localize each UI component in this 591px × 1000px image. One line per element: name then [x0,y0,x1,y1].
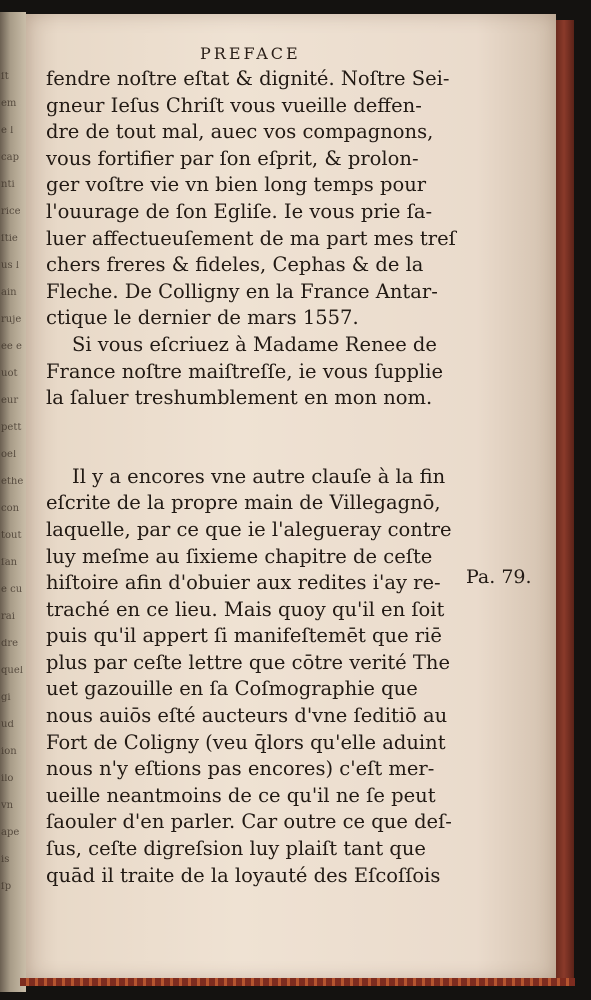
text-line: chers freres & fideles, Cephas & de la [46,253,424,277]
facing-page-edge [0,12,26,992]
text-line: Il y a encores vne autre clauſe à la fin [72,464,446,488]
text-line: ueille neantmoins de ce qu'il ne ſe peut [46,783,436,807]
facing-page-fragment: uot [1,369,18,379]
facing-page-fragment: dre [1,639,19,649]
facing-page-fragment: cap [1,153,19,163]
text-line: vous fortifier par ſon eſprit, & prolon- [46,146,419,170]
text-line: Fleche. De Colligny en la France Antar- [46,279,438,303]
facing-page-fragment: nti [1,180,15,190]
facing-page-fragment: oel [1,450,17,460]
facing-page-fragment: ſt [1,72,9,82]
text-line: traché en ce lieu. Mais quoy qu'il en ſoit [46,597,445,621]
text-line: gneur Ieſus Chriſt vous vueille deffen- [46,93,422,117]
facing-page-fragment: us l [1,261,19,271]
facing-page-fragment: em [1,99,17,109]
text-line: fendre noſtre eſtat & dignité. Noſtre Sei- [46,67,450,90]
text-line: laquelle, par ce que ie l'alegueray contre [46,517,452,541]
paragraph-1 [46,66,466,332]
body-text [46,66,466,889]
text-line: ſus, ceſte digreſsion luy plaiſt tant que [46,837,426,861]
running-head: PREFACE [200,44,301,63]
paragraph-gap [46,412,466,464]
facing-page-fragment: eur [1,396,19,406]
facing-page-fragment: gi [1,693,11,703]
text-line: hiſtoire afin d'obuier aux redites i'ay re- [46,571,441,595]
facing-page-fragment: ee e [1,342,22,352]
text-line: uet gazouille en ſa Coſmographie que [46,677,418,701]
text-line: Si vous eſcriuez à Madame Renee de [72,332,437,356]
text-line: l'ouurage de ſon Egliſe. Ie vous prie ſa- [46,199,433,223]
text-line: eſcrite de la propre main de Villegagnō, [46,491,441,515]
text-line: nous auiōs eſté aucteurs d'vne ſeditiō au [46,704,448,728]
facing-page-fragment: quel [1,666,23,676]
text-line: Fort de Coligny (veu q̄lors qu'elle aduint [46,730,446,754]
facing-page-fragment: ape [1,828,20,838]
text-line: dre de tout mal, auec vos compagnons, [46,120,434,144]
text-line: ſaouler d'en parler. Car outre ce que deſ- [46,810,452,834]
text-line: nous n'y eſtions pas encores) c'eſt mer- [46,757,435,781]
book-binding [556,20,574,980]
text-line: luer affectueuſement de ma part mes treſ [46,226,456,250]
text-line: la ſaluer treshumblement en mon nom. [46,386,433,410]
facing-page-fragment: ſan [1,558,18,568]
facing-page-fragment: ſtie [1,234,18,244]
text-line: plus par ceſte lettre que cōtre verité The [46,650,451,674]
paragraph-2 [46,332,466,412]
facing-page-fragment: vn [1,801,14,811]
text-line: puis qu'il appert ſi manifeſtemēt que riē [46,624,442,648]
text-line: ger voſtre vie vn bien long temps pour [46,173,427,197]
facing-page-fragment: ilo [1,774,14,784]
text-line: France noſtre maiſtreſſe, ie vous ſupplie [46,359,443,383]
facing-page-fragment: ſp [1,882,12,892]
text-line: luy meſme au ſixieme chapitre de ceſte [46,544,433,568]
text-line: quād il traite de la loyauté des Eſcoſſois [46,863,441,887]
page-bottom-edge [20,978,575,986]
facing-page-fragment: e cu [1,585,23,595]
facing-page-fragment: con [1,504,20,514]
text-line: ctique le dernier de mars 1557. [46,306,359,330]
facing-page-fragment: rice [1,207,21,217]
facing-page-fragment: ion [1,747,17,757]
facing-page-fragment: tout [1,531,22,541]
facing-page-fragment: ain [1,288,17,298]
facing-page-fragment: ruje [1,315,22,325]
paragraph-3 [46,464,466,890]
facing-page-fragment: ethe [1,477,24,487]
facing-page-fragment: ud [1,720,14,730]
margin-page-reference: Pa. 79. [466,566,532,588]
facing-page-fragment: is [1,855,10,865]
facing-page-fragment: e l [1,126,14,136]
facing-page-fragment: rai [1,612,15,622]
facing-page-fragment: pett [1,423,22,433]
